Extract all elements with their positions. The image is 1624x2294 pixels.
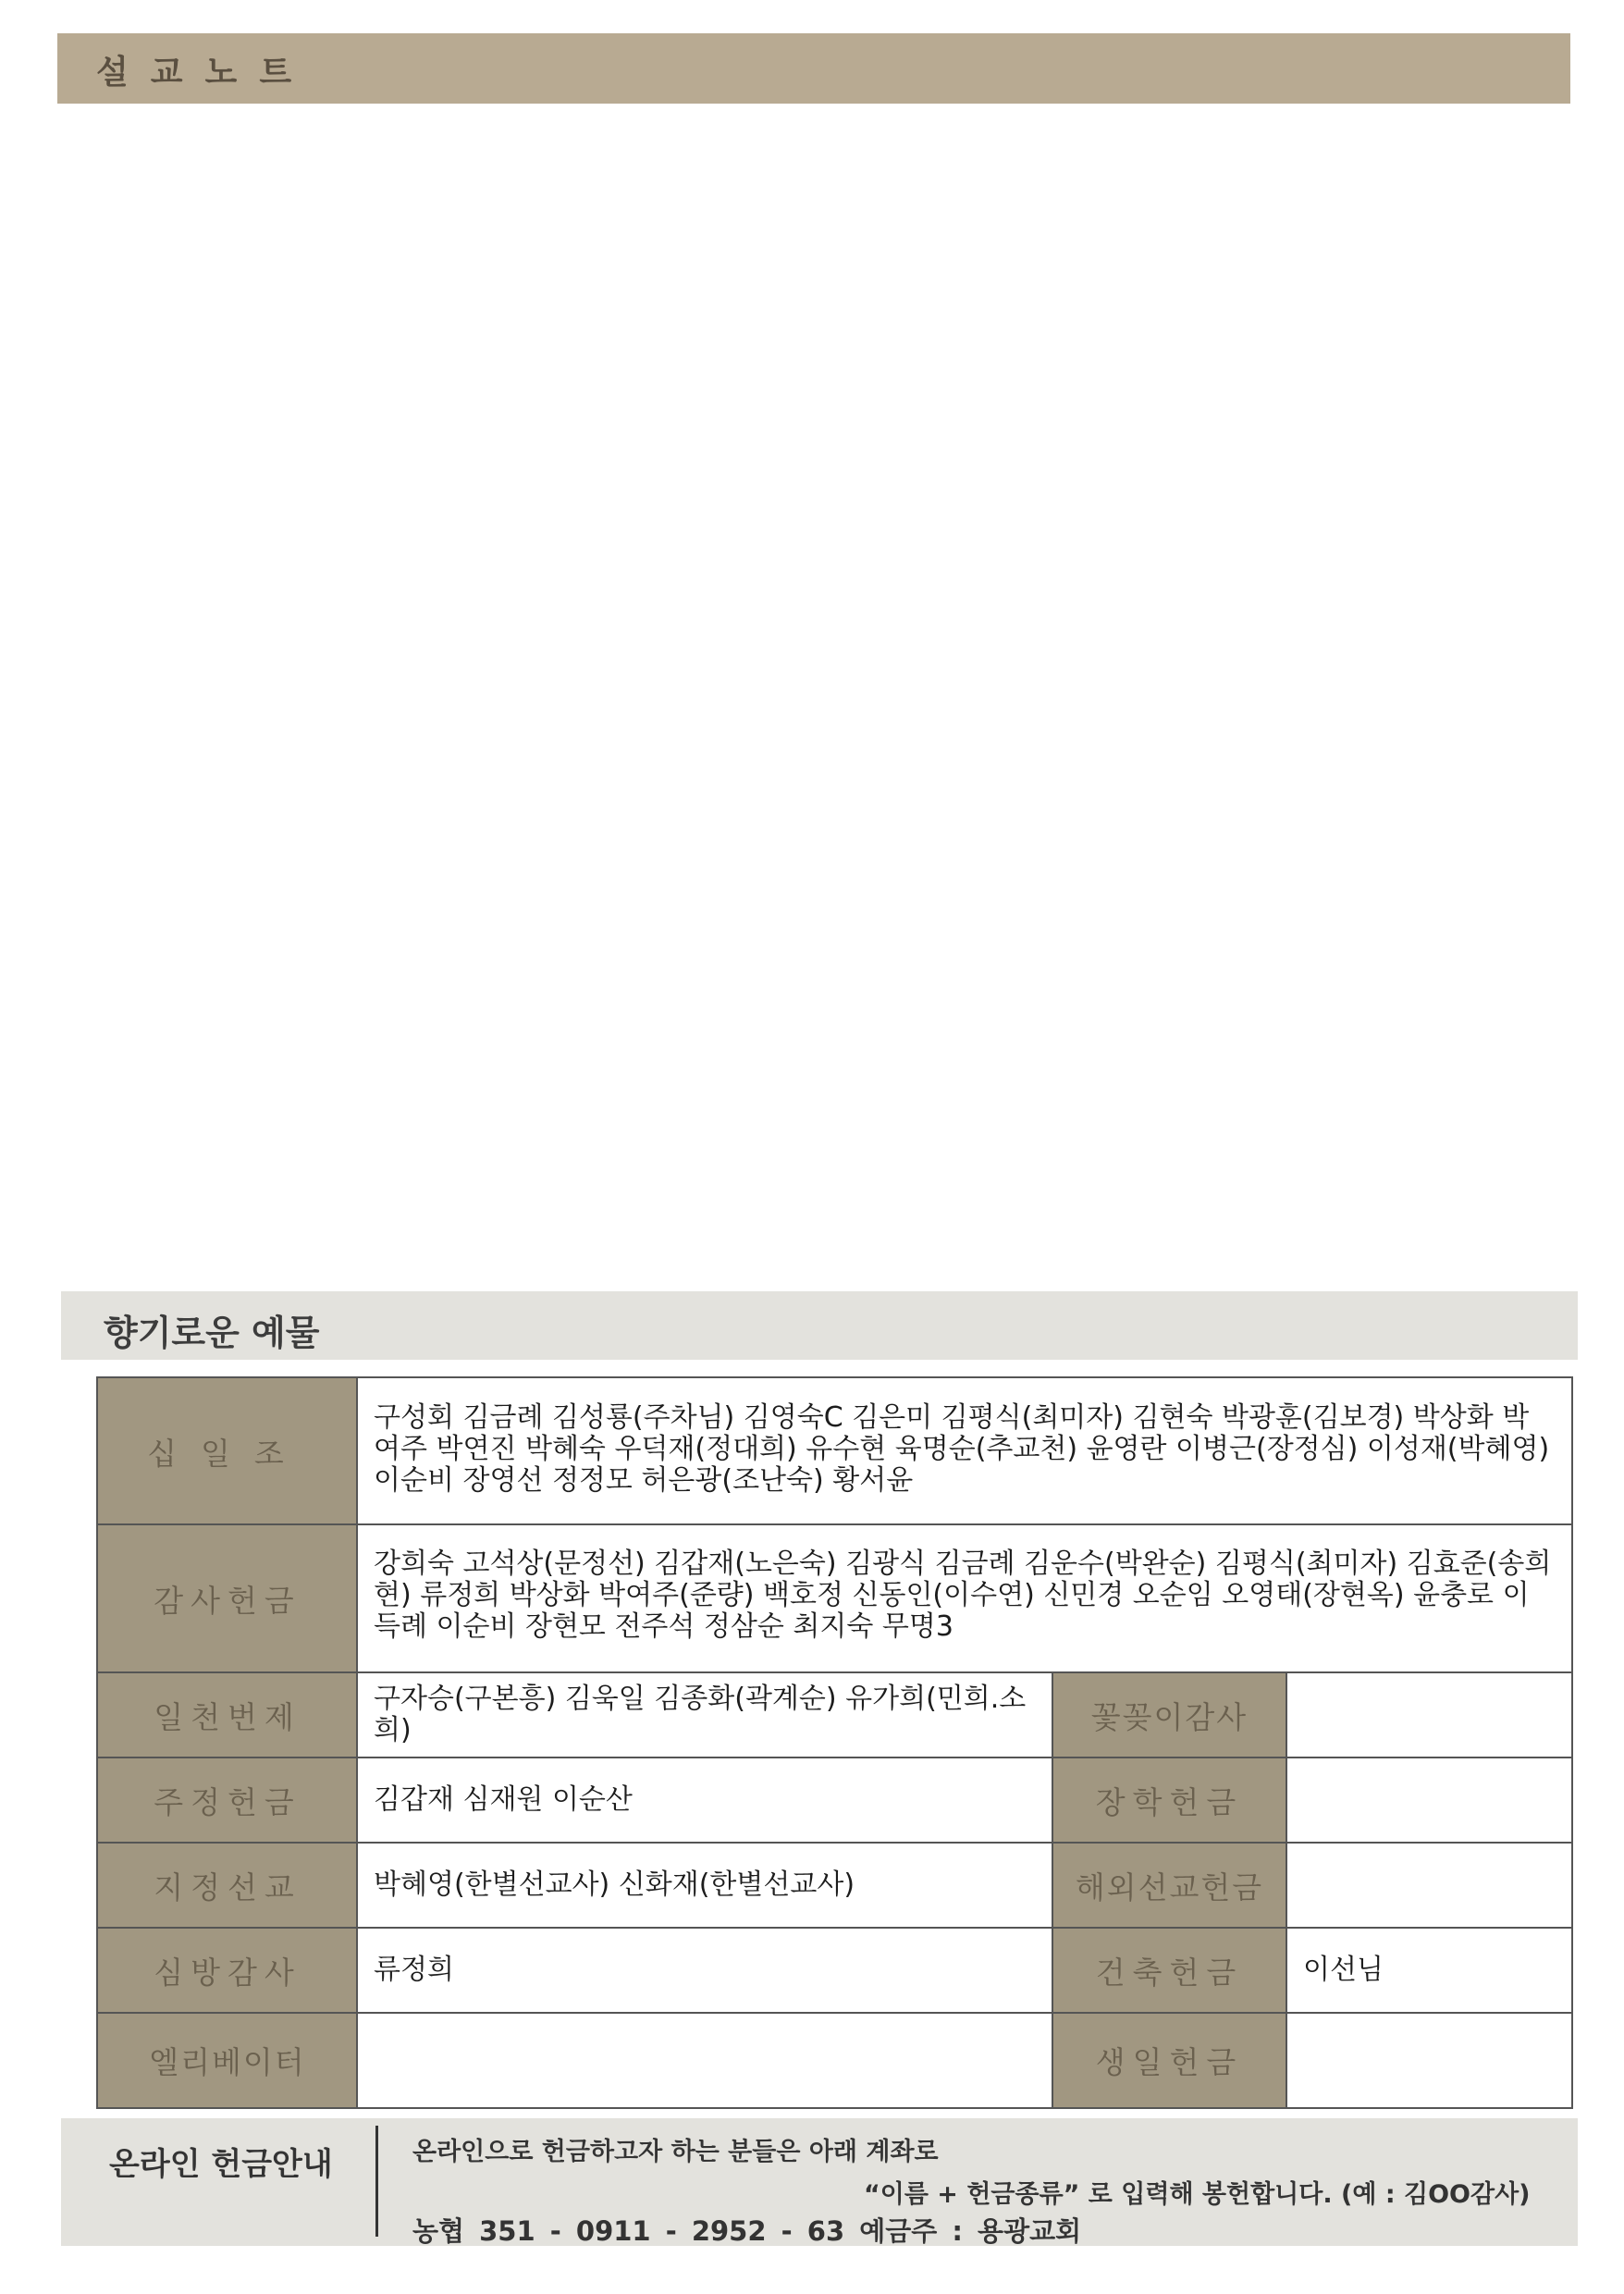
flower-thanks-names (1286, 1672, 1571, 1758)
weekly-offering-names: 김갑재 심재원 이순산 (357, 1758, 1052, 1843)
scholarship-label: 장학헌금 (1052, 1758, 1286, 1843)
designated-mission-names: 박혜영(한별선교사) 신화재(한별선교사) (357, 1843, 1052, 1928)
thanks-label: 감사헌금 (98, 1524, 357, 1672)
grid-divider (1286, 1672, 1287, 2107)
weekly-offering-label: 주정헌금 (98, 1758, 357, 1843)
grid-divider (98, 2012, 1571, 2014)
bank-account-info: 농협 351 - 0911 - 2952 - 63 예금주 : 용광교회 (412, 2215, 1082, 2247)
tithe-names: 구성회 김금례 김성룡(주차님) 김영숙C 김은미 김평식(최미자) 김현숙 박광훈(김보경) 박상화 박여주 박연진 박혜숙 우덕재(정대희) 유수현 육명순(추교천) 윤영란 이병근(장정심) 이성재(박혜영) 이순비 장영선 정정모 허은광(조난숙) 황서윤 (357, 1378, 1571, 1524)
online-separator (375, 2126, 378, 2237)
grid-divider (98, 1842, 1571, 1844)
sermon-notes-title: 설교노트 (96, 54, 314, 92)
sermon-notes-header (57, 33, 1570, 104)
elevator-names (357, 2013, 1052, 2107)
grid-divider (98, 1927, 1571, 1929)
online-instruction: 온라인으로 헌금하고자 하는 분들은 아래 계좌로 (412, 2138, 939, 2166)
flower-thanks-label: 꽃꽂이감사 (1052, 1672, 1286, 1758)
designated-mission-label: 지정선교 (98, 1843, 357, 1928)
online-offering-title: 온라인 헌금안내 (109, 2146, 333, 2183)
overseas-mission-label: 해외선교헌금 (1052, 1843, 1286, 1928)
building-fund-names: 이선님 (1286, 1928, 1571, 2013)
elevator-label: 엘리베이터 (98, 2013, 357, 2107)
grid-divider (356, 1378, 358, 2107)
visitation-thanks-label: 심방감사 (98, 1928, 357, 2013)
building-fund-label: 건축헌금 (1052, 1928, 1286, 2013)
online-format-note: “이름 + 헌금종류” 로 입력해 봉헌합니다. (예 : 김OO감사) (864, 2180, 1531, 2209)
online-offering-box (61, 2118, 1578, 2246)
offerings-header (61, 1291, 1578, 1360)
overseas-mission-names (1286, 1843, 1571, 1928)
grid-divider (98, 1523, 1571, 1525)
visitation-thanks-names: 류정희 (357, 1928, 1052, 2013)
grid-divider (98, 1671, 1571, 1673)
first-fruits-label: 일천번제 (98, 1672, 357, 1758)
tithe-label: 십일조 (98, 1378, 357, 1524)
offerings-table (96, 1376, 1573, 2109)
thanks-names: 강희숙 고석상(문정선) 김갑재(노은숙) 김광식 김금례 김운수(박완순) 김평식(최미자) 김효준(송희현) 류정희 박상화 박여주(준량) 백호정 신동인(이수연) 신민경 오순임 오영태(장현옥) 윤충로 이득례 이순비 장현모 전주석 정삼순 최지숙 무명3 (357, 1524, 1571, 1672)
first-fruits-names: 구자승(구본흥) 김욱일 김종화(곽계순) 유가희(민희.소희) (357, 1672, 1052, 1758)
offerings-title: 향기로운 예물 (104, 1313, 320, 1353)
scholarship-names (1286, 1758, 1571, 1843)
grid-divider (1052, 1672, 1053, 2107)
birthday-names (1286, 2013, 1571, 2107)
birthday-label: 생일헌금 (1052, 2013, 1286, 2107)
grid-divider (98, 1757, 1571, 1758)
